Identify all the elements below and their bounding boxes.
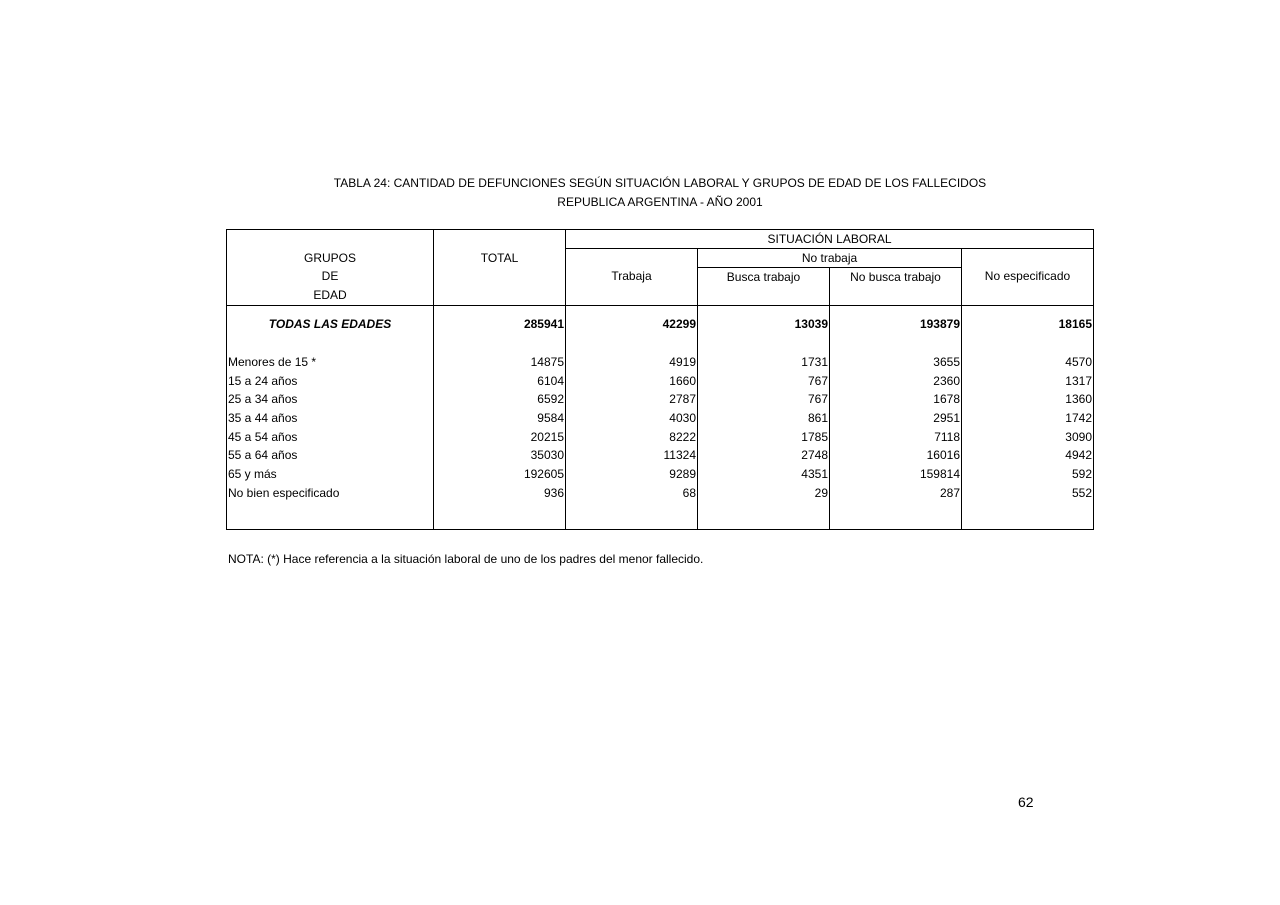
header-no-busca-trabajo: No busca trabajo bbox=[830, 268, 962, 287]
cell-busca: 29 bbox=[698, 484, 830, 503]
cell-busca: 4351 bbox=[698, 465, 830, 484]
cell-no-busca: 7118 bbox=[830, 428, 962, 447]
row-label: 25 a 34 años bbox=[227, 390, 434, 409]
header-blank-3 bbox=[566, 249, 698, 268]
cell-busca: 767 bbox=[698, 372, 830, 391]
cell-total: 9584 bbox=[434, 409, 566, 428]
cell-no-especificado: 1317 bbox=[962, 372, 1094, 391]
total-row bbox=[227, 306, 1094, 344]
total-cell-no-especificado: 18165 bbox=[962, 306, 1094, 344]
cell-no-busca: 1678 bbox=[830, 390, 962, 409]
total-cell-busca: 13039 bbox=[698, 306, 830, 344]
cell-no-busca: 3655 bbox=[830, 353, 962, 372]
row-label: No bien especificado bbox=[227, 484, 434, 503]
cell-trabaja: 11324 bbox=[566, 446, 698, 465]
header-trabaja: Trabaja bbox=[566, 268, 698, 287]
row-label: 45 a 54 años bbox=[227, 428, 434, 447]
header-de: DE bbox=[227, 268, 434, 287]
cell-busca: 1731 bbox=[698, 353, 830, 372]
cell-no-busca: 287 bbox=[830, 484, 962, 503]
cell-trabaja: 8222 bbox=[566, 428, 698, 447]
header-no-trabaja: No trabaja bbox=[698, 249, 962, 268]
cell-total: 936 bbox=[434, 484, 566, 503]
cell-no-especificado: 1742 bbox=[962, 409, 1094, 428]
header-blank-4 bbox=[962, 249, 1094, 268]
total-cell-trabaja: 42299 bbox=[566, 306, 698, 344]
table-row bbox=[227, 409, 1094, 428]
page-number: 62 bbox=[1018, 794, 1034, 810]
cell-total: 20215 bbox=[434, 428, 566, 447]
cell-trabaja: 68 bbox=[566, 484, 698, 503]
header-blank-1 bbox=[227, 230, 434, 249]
cell-trabaja: 4919 bbox=[566, 353, 698, 372]
cell-no-especificado: 592 bbox=[962, 465, 1094, 484]
table-note: NOTA: (*) Hace referencia a la situación laboral de uno de los padres del menor fallecido. bbox=[228, 552, 704, 566]
cell-trabaja: 4030 bbox=[566, 409, 698, 428]
cell-trabaja: 1660 bbox=[566, 372, 698, 391]
cell-no-especificado: 4942 bbox=[962, 446, 1094, 465]
row-label: Menores de 15 * bbox=[227, 353, 434, 372]
total-cell-total: 285941 bbox=[434, 306, 566, 344]
cell-total: 6104 bbox=[434, 372, 566, 391]
cell-busca: 767 bbox=[698, 390, 830, 409]
header-grupos: GRUPOS bbox=[227, 249, 434, 268]
table-row bbox=[227, 372, 1094, 391]
header-situacion-laboral: SITUACIÓN LABORAL bbox=[566, 230, 1094, 249]
cell-no-especificado: 3090 bbox=[962, 428, 1094, 447]
cell-total: 6592 bbox=[434, 390, 566, 409]
cell-busca: 861 bbox=[698, 409, 830, 428]
table-row bbox=[227, 446, 1094, 465]
header-edad: EDAD bbox=[227, 286, 434, 306]
header-blank-2 bbox=[434, 230, 566, 249]
cell-busca: 1785 bbox=[698, 428, 830, 447]
cell-no-busca: 2360 bbox=[830, 372, 962, 391]
total-label: TODAS LAS EDADES bbox=[227, 306, 434, 344]
row-label: 55 a 64 años bbox=[227, 446, 434, 465]
cell-total: 192605 bbox=[434, 465, 566, 484]
table-row bbox=[227, 353, 1094, 372]
cell-trabaja: 9289 bbox=[566, 465, 698, 484]
cell-busca: 2748 bbox=[698, 446, 830, 465]
cell-no-especificado: 552 bbox=[962, 484, 1094, 503]
table-subtitle: REPUBLICA ARGENTINA - AÑO 2001 bbox=[557, 195, 763, 209]
cell-trabaja: 2787 bbox=[566, 390, 698, 409]
cell-total: 35030 bbox=[434, 446, 566, 465]
table-row bbox=[227, 465, 1094, 484]
cell-no-especificado: 1360 bbox=[962, 390, 1094, 409]
table-row bbox=[227, 390, 1094, 409]
header-busca-trabajo: Busca trabajo bbox=[698, 268, 830, 287]
table-row bbox=[227, 484, 1094, 503]
statistics-table bbox=[226, 229, 1094, 530]
row-label: 15 a 24 años bbox=[227, 372, 434, 391]
total-cell-no-busca: 193879 bbox=[830, 306, 962, 344]
cell-no-busca: 2951 bbox=[830, 409, 962, 428]
row-label: 65 y más bbox=[227, 465, 434, 484]
header-total: TOTAL bbox=[434, 249, 566, 268]
header-no-especificado: No especificado bbox=[962, 268, 1094, 287]
row-label: 35 a 44 años bbox=[227, 409, 434, 428]
table-row bbox=[227, 428, 1094, 447]
cell-no-busca: 16016 bbox=[830, 446, 962, 465]
cell-no-busca: 159814 bbox=[830, 465, 962, 484]
table-title: TABLA 24: CANTIDAD DE DEFUNCIONES SEGÚN SITUACIÓN LABORAL Y GRUPOS DE EDAD DE LOS FALLECIDOS bbox=[333, 176, 987, 190]
cell-no-especificado: 4570 bbox=[962, 353, 1094, 372]
cell-total: 14875 bbox=[434, 353, 566, 372]
